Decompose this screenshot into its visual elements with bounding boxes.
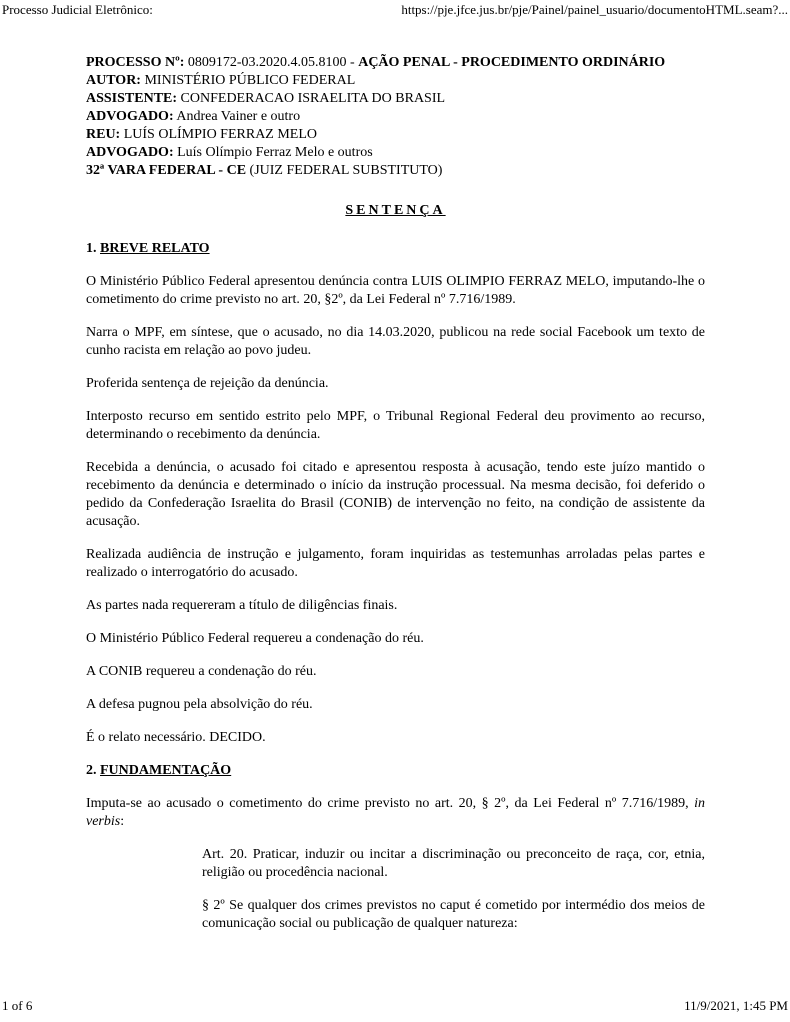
advogado-label-2: ADVOGADO: — [86, 145, 174, 160]
relato-paragraph: A CONIB requereu a condenação do réu. — [86, 664, 317, 679]
section-title: BREVE RELATO — [100, 241, 210, 256]
case-header — [86, 54, 705, 180]
fundamentacao-intro — [86, 795, 705, 831]
law-quote-art20: Art. 20. Praticar, induzir ou incitar a discriminação ou preconceito de raça, cor, etnia, religião ou procedência nacional. — [202, 847, 705, 880]
assistente-line — [86, 90, 705, 108]
relato-paragraph: É o relato necessário. DECIDO. — [86, 730, 266, 745]
section-heading-fundamentacao — [86, 762, 705, 780]
fund-intro-italic: in verbis — [86, 796, 706, 829]
processo-number: 0809172-03.2020.4.05.8100 — [187, 55, 347, 70]
advogado-label-1: ADVOGADO: — [86, 109, 174, 124]
processo-label: PROCESSO Nº: — [86, 55, 185, 70]
autor-label: AUTOR: — [86, 73, 141, 88]
fund-intro-end: : — [120, 814, 125, 829]
relato-paragraph: O Ministério Público Federal requereu a condenação do réu. — [86, 631, 424, 646]
section-number: 2. — [86, 763, 97, 778]
relato-paragraph: Interposto recurso em sentido estrito pelo MPF, o Tribunal Regional Federal deu provimento ao recurso, determinando o recebimento da denúncia. — [86, 409, 705, 442]
reu-value: LUÍS OLÍMPIO FERRAZ MELO — [123, 127, 318, 142]
document-body — [86, 54, 705, 948]
processo-sep: - — [350, 55, 355, 70]
acao-type: AÇÃO PENAL - PROCEDIMENTO ORDINÁRIO — [358, 55, 666, 70]
advogado-line-1 — [86, 108, 705, 126]
autor-line — [86, 72, 705, 90]
assistente-value: CONFEDERACAO ISRAELITA DO BRASIL — [180, 91, 446, 106]
relato-paragraph: As partes nada requereram a título de diligências finais. — [86, 598, 398, 613]
processo-line — [86, 54, 705, 72]
assistente-label: ASSISTENTE: — [86, 91, 178, 106]
relato-paragraph: Realizada audiência de instrução e julgamento, foram inquiridas as testemunhas arroladas pelas partes e realizado o interrogatório do acusado. — [86, 547, 705, 580]
relato-paragraph: A defesa pugnou pela absolvição do réu. — [86, 697, 313, 712]
print-datetime: 11/9/2021, 1:45 PM — [684, 998, 788, 1013]
advogado-value-1: Andrea Vainer e outro — [176, 109, 301, 124]
law-quote-paragraph2: § 2º Se qualquer dos crimes previstos no caput é cometido por intermédio dos meios de comunicação social ou publicação de qualquer natureza: — [202, 898, 705, 931]
relato-paragraph: Narra o MPF, em síntese, que o acusado, no dia 14.03.2020, publicou na rede social Facebook um texto de cunho racista em relação ao povo judeu. — [86, 325, 705, 358]
document-title: SENTENÇA — [345, 203, 446, 218]
section-number: 1. — [86, 241, 97, 256]
fund-intro-text: Imputa-se ao acusado o cometimento do crime previsto no art. 20, § 2º, da Lei Federal nº 7.716/1989, — [86, 796, 689, 811]
reu-label: REU: — [86, 127, 121, 142]
page-counter: 1 of 6 — [2, 998, 33, 1013]
autor-value: MINISTÉRIO PÚBLICO FEDERAL — [144, 73, 356, 88]
advogado-value-2: Luís Olímpio Ferraz Melo e outros — [177, 145, 373, 160]
advogado-line-2 — [86, 144, 705, 162]
browser-url: https://pje.jfce.jus.br/pje/Painel/painel_usuario/documentoHTML.seam?... — [401, 2, 788, 17]
juiz-type: (JUIZ FEDERAL SUBSTITUTO) — [249, 163, 443, 178]
reu-line — [86, 126, 705, 144]
section-heading-relato — [86, 240, 705, 258]
vara-name: 32ª VARA FEDERAL - CE — [86, 163, 247, 178]
vara-line — [86, 162, 705, 180]
section-title: FUNDAMENTAÇÃO — [100, 763, 232, 778]
relato-paragraph: Proferida sentença de rejeição da denúncia. — [86, 376, 329, 391]
relato-paragraph: Recebida a denúncia, o acusado foi citado e apresentou resposta à acusação, tendo este juízo mantido o recebimento da denúncia e determinado o início da instrução processual. Na mesma decisão, foi deferido o pedido da Confederação Israelita do Brasil (CONIB) de intervenção no feito, na condição de assistente da acusação. — [86, 460, 705, 529]
browser-page-title: Processo Judicial Eletrônico: — [2, 2, 153, 17]
relato-paragraph: O Ministério Público Federal apresentou denúncia contra LUIS OLIMPIO FERRAZ MELO, imputando-lhe o cometimento do crime previsto no art. 20, §2º, da Lei Federal nº 7.716/1989. — [86, 274, 705, 307]
